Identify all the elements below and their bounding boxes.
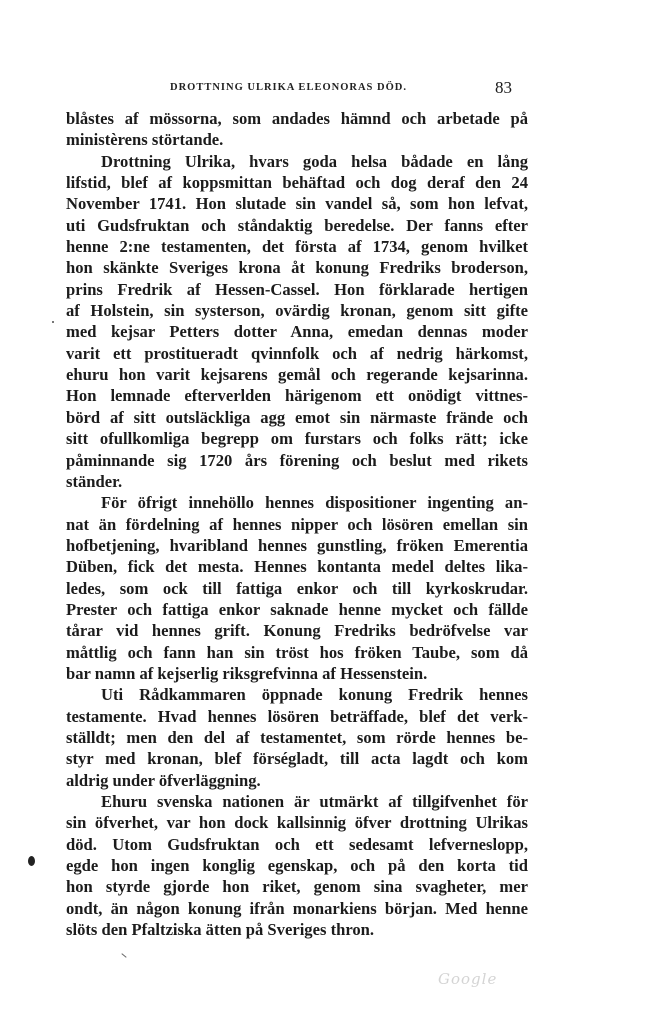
text-line: tårar vid hennes grift. Konung Fredriks bedröfvelse var bbox=[66, 621, 528, 641]
text-line: af Holstein, sin systerson, ovärdig kronan, genom sitt gifte bbox=[66, 301, 528, 321]
body-text bbox=[66, 108, 528, 940]
text-line: med kejsar Petters dotter Anna, emedan dennas moder bbox=[66, 322, 528, 342]
text-line: Drottning Ulrika, hvars goda helsa bådade en lång bbox=[101, 151, 528, 171]
text-line: nat än fördelning af hennes nipper och lösören emellan sin bbox=[66, 514, 528, 534]
text-line: styr med kronan, blef förségladt, till acta lagdt och kom bbox=[66, 749, 528, 769]
text-line: bar namn af kejserlig riksgrefvinna af Hessenstein. bbox=[66, 663, 428, 683]
text-line: lifstid, blef af koppsmittan behäftad och dog deraf den 24 bbox=[66, 173, 528, 193]
margin-mark bbox=[52, 321, 54, 323]
text-line: aldrig under öfverläggning. bbox=[66, 770, 261, 790]
text-line: blåstes af mössorna, som andades hämnd och arbetade på bbox=[66, 109, 528, 128]
text-line: ledes, som ock till fattiga enkor och till kyrkoskrudar. bbox=[66, 578, 528, 598]
running-head bbox=[96, 78, 514, 100]
text-line: Düben, fick det mesta. Hennes kontanta medel deltes lika- bbox=[66, 557, 528, 577]
text-line: Ehuru svenska nationen är utmärkt af tillgifvenhet för bbox=[101, 792, 528, 811]
text-line: hon styrde gjorde hon riket, genom sina svagheter, mer bbox=[66, 877, 528, 897]
text-line: ständer. bbox=[66, 471, 123, 491]
text-line: November 1741. Hon slutade sin vandel så, som hon lefvat, bbox=[66, 194, 528, 214]
text-line: ministèrens störtande. bbox=[66, 130, 224, 150]
text-line: död. Utom Gudsfruktan och ett sedesamt lefverneslopp, bbox=[66, 834, 528, 854]
text-line: Prester och fattiga enkor saknade henne mycket och fällde bbox=[66, 599, 528, 619]
text-line: För öfrigt innehöllo hennes dispositioner ingenting an- bbox=[101, 493, 528, 513]
text-line: ondt, än någon konung ifrån monarkiens början. Med henne bbox=[66, 898, 528, 918]
text-line: prins Fredrik af Hessen-Cassel. Hon förklarade hertigen bbox=[66, 279, 528, 299]
text-line: påminnande sig 1720 års förening och beslut med rikets bbox=[66, 450, 528, 470]
watermark: Google bbox=[438, 970, 498, 988]
text-line: Hon lemnade efterverlden härigenom ett onödigt vittnes- bbox=[66, 386, 528, 406]
text-line: slöts den Pfaltziska ätten på Sveriges thron. bbox=[66, 920, 375, 940]
text-line: hofbetjening, hvaribland hennes gunstling, fröken Emerentia bbox=[66, 535, 528, 555]
text-line: egde hon ingen konglig egenskap, och på den korta tid bbox=[66, 856, 528, 876]
text-line: varit ett prostitueradt qvinnfolk och af nedrig härkomst, bbox=[66, 343, 528, 363]
text-line: sitt ofullkomliga begrepp om furstars och folks rätt; icke bbox=[66, 429, 528, 449]
stray-mark bbox=[121, 953, 126, 958]
text-line: ehuru hon varit kejsarens gemål och regerande kejsarinna. bbox=[66, 365, 528, 385]
text-line: Uti Rådkammaren öppnade konung Fredrik hennes bbox=[101, 685, 528, 705]
text-line: henne 2:ne testamenten, det första af 1734, genom hvilket bbox=[66, 237, 528, 257]
text-line: uti Gudsfruktan och ståndaktig beredelse. Der fanns efter bbox=[66, 215, 528, 235]
text-line: måttlig och fann han sin tröst hos fröken Taube, som då bbox=[66, 642, 528, 662]
running-title: DROTTNING ULRIKA ELEONORAS DÖD. bbox=[170, 82, 407, 93]
page-number: 83 bbox=[495, 78, 512, 97]
text-line: ställdt; men den del af testamentet, som rörde hennes be- bbox=[66, 727, 528, 747]
text-line: sin öfverhet, var hon dock kallsinnig öfver drottning Ulrikas bbox=[66, 813, 528, 833]
text-line: börd af sitt outsläckliga agg emot sin närmaste frände och bbox=[66, 407, 528, 427]
margin-dot bbox=[28, 856, 35, 866]
text-line: testamente. Hvad hennes lösören beträffade, blef det verk- bbox=[66, 706, 528, 726]
text-line: hon skänkte Sveriges krona åt konung Fredriks broderson, bbox=[66, 258, 528, 278]
